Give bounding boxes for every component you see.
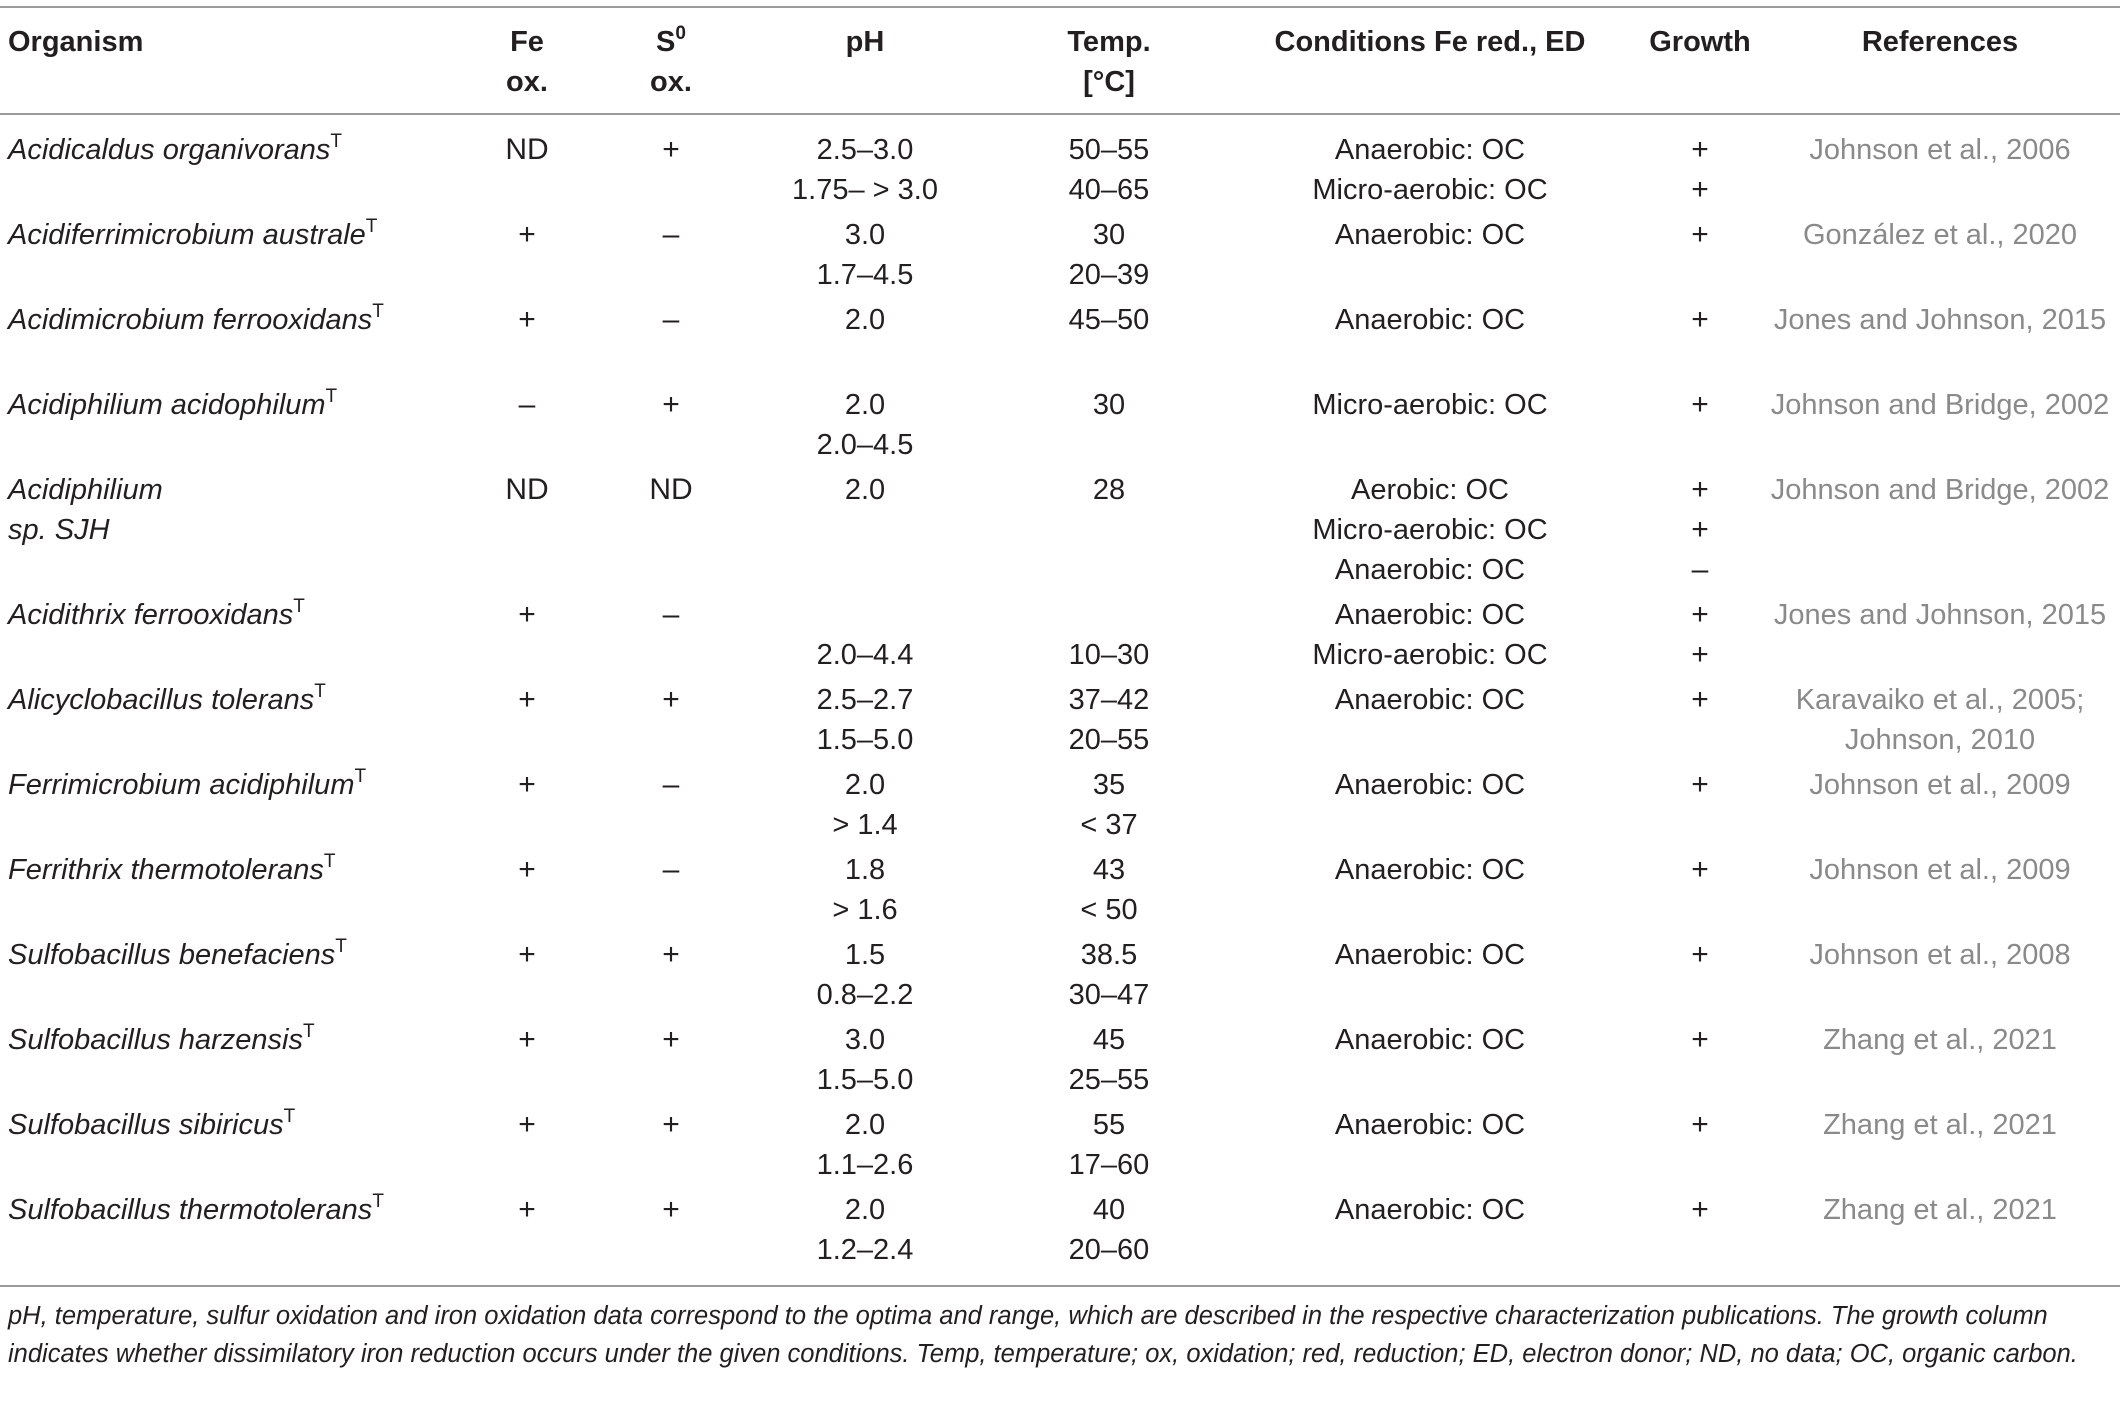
- cell-references: [1760, 130, 2120, 170]
- cell-organism: [8, 385, 478, 425]
- cell-growth-value: +: [1691, 598, 1709, 631]
- cell-growth: [1620, 300, 1780, 340]
- cell-s-ox-value: –: [662, 598, 680, 631]
- header-fe-ox-line2: ox.: [506, 66, 548, 98]
- cell-conditions: [1240, 130, 1620, 210]
- cell-conditions: [1240, 385, 1620, 425]
- cell-ph-value: 1.5: [844, 939, 886, 971]
- cell-references: [1760, 850, 2120, 890]
- cell-s-ox-value: –: [662, 303, 680, 336]
- organism-name: Sulfobacillus benefaciens$^T$: [8, 936, 347, 971]
- cell-s-ox-value: –: [662, 768, 680, 801]
- cell-temp-value: 38.5: [1080, 939, 1138, 971]
- organism-name: Sulfobacillus sibiricus$^T$: [8, 1106, 296, 1141]
- cell-growth-value: +: [1691, 133, 1709, 166]
- cell-temp: [1009, 1105, 1209, 1185]
- cell-fe-ox-value: –: [518, 388, 536, 421]
- header-s-ox: [611, 22, 731, 102]
- cell-growth: [1620, 595, 1780, 675]
- table-bottom-rule: [0, 1285, 2120, 1287]
- cell-references: [1760, 935, 2120, 975]
- header-growth: Growth: [1649, 26, 1751, 58]
- cell-ph: [745, 1105, 985, 1185]
- type-strain-mark: T: [372, 1191, 384, 1212]
- organism-name: Ferrithrix thermotolerans$^T$: [8, 851, 336, 886]
- cell-ph: [745, 385, 985, 465]
- cell-growth-value: +: [1691, 218, 1709, 251]
- cell-conditions: [1240, 680, 1620, 720]
- cell-conditions-value: Anaerobic: OC: [1334, 554, 1526, 586]
- cell-fe-ox: [467, 595, 587, 635]
- cell-fe-ox: [467, 765, 587, 805]
- cell-growth-value: +: [1691, 173, 1709, 206]
- cell-ph-value: 2.0: [844, 389, 886, 421]
- cell-references: [1760, 1190, 2120, 1230]
- cell-growth: [1620, 765, 1780, 805]
- cell-conditions-value: Aerobic: OC: [1351, 474, 1509, 506]
- organism-name: Acidiphilium acidophilum$^T$: [8, 386, 338, 421]
- cell-temp-value: 28: [1092, 474, 1126, 506]
- cell-temp-value: < 50: [1080, 894, 1138, 926]
- reference-text: Zhang et al., 2021: [1823, 1109, 2057, 1141]
- cell-ph: [745, 1190, 985, 1270]
- cell-temp-value: 45–50: [1068, 304, 1150, 336]
- cell-growth: [1620, 1020, 1780, 1060]
- cell-conditions: [1240, 1020, 1620, 1060]
- type-strain-mark: T: [365, 216, 378, 237]
- cell-references: [1760, 765, 2120, 805]
- cell-references: [1760, 1105, 2120, 1145]
- cell-ph-value: 2.0–4.5: [816, 429, 914, 461]
- cell-ph: [745, 850, 985, 930]
- cell-fe-ox: [467, 850, 587, 890]
- cell-references: [1760, 300, 2120, 340]
- header-temp-line2: [°C]: [1083, 66, 1135, 98]
- cell-ph-value: > 1.4: [832, 809, 898, 841]
- cell-ph-value: 2.0: [844, 769, 886, 801]
- cell-s-ox-value: +: [662, 1108, 680, 1141]
- cell-s-ox: [611, 1190, 731, 1230]
- cell-temp: [1009, 300, 1209, 340]
- cell-organism: [8, 765, 478, 805]
- cell-temp-value: 20–39: [1068, 259, 1150, 291]
- cell-growth: [1620, 850, 1780, 890]
- cell-ph-value: 1.7–4.5: [816, 259, 914, 291]
- cell-temp-value: 20–60: [1068, 1234, 1150, 1266]
- organism-name: Acidimicrobium ferrooxidans$^T$: [8, 301, 384, 336]
- cell-temp: [1009, 680, 1209, 760]
- cell-growth-value: +: [1691, 1023, 1709, 1056]
- cell-s-ox: [611, 1020, 731, 1060]
- cell-fe-ox-value: +: [518, 303, 536, 336]
- cell-temp-value: 37–42: [1068, 684, 1150, 716]
- cell-growth-value: +: [1691, 1108, 1709, 1141]
- cell-s-ox-value: +: [662, 388, 680, 421]
- cell-ph-value: 2.0–4.4: [816, 639, 914, 671]
- cell-organism: [8, 1190, 478, 1230]
- reference-text: Johnson and Bridge, 2002: [1770, 474, 2110, 506]
- cell-growth-value: +: [1691, 1193, 1709, 1226]
- organism-name: sp. SJH: [8, 514, 110, 546]
- cell-s-ox-value: ND: [649, 473, 693, 506]
- header-temp: [1009, 22, 1209, 102]
- cell-conditions: [1240, 850, 1620, 890]
- cell-temp-value: < 37: [1080, 809, 1138, 841]
- cell-growth-value: +: [1691, 303, 1709, 336]
- cell-temp-value: 30: [1092, 389, 1126, 421]
- cell-conditions-value: Anaerobic: OC: [1334, 939, 1526, 971]
- reference-text: Johnson and Bridge, 2002: [1770, 389, 2110, 421]
- organism-name: Acidiferrimicrobium australe$^T$: [8, 216, 378, 251]
- cell-ph-value: 1.5–5.0: [816, 724, 914, 756]
- cell-organism: [8, 470, 478, 550]
- cell-s-ox: [611, 300, 731, 340]
- header-ph: pH: [845, 26, 885, 58]
- cell-fe-ox: [467, 1105, 587, 1145]
- cell-growth-value: +: [1691, 768, 1709, 801]
- cell-growth-value: +: [1691, 938, 1709, 971]
- type-strain-mark: T: [314, 681, 326, 702]
- table-footnote: pH, temperature, sulfur oxidation and iron oxidation data correspond to the optima and range, which are described in the respective characterization publications. The growth column indicates whether dissimilatory iron reduction occurs under the given conditions. Temp, temperature; ox, oxidation; red, reduction; ED, electron donor; ND, no data; OC, organic carbon.: [8, 1302, 2078, 1368]
- cell-ph-value: 3.0: [844, 1024, 886, 1056]
- cell-conditions-value: Anaerobic: OC: [1334, 1109, 1526, 1141]
- type-strain-mark: T: [302, 1021, 315, 1042]
- header-s-ox-line2: ox.: [650, 66, 692, 98]
- cell-ph: [745, 595, 985, 675]
- type-strain-mark: T: [335, 936, 347, 957]
- cell-organism: [8, 1105, 478, 1145]
- cell-s-ox-value: +: [662, 938, 680, 971]
- cell-references: [1760, 385, 2120, 425]
- cell-temp-value: 43: [1092, 854, 1126, 886]
- reference-text: Johnson et al., 2009: [1809, 854, 2071, 886]
- cell-s-ox: [611, 215, 731, 255]
- cell-temp-value: [1009, 595, 1209, 635]
- cell-references: [1760, 470, 2120, 510]
- cell-organism: [8, 130, 478, 170]
- cell-organism: [8, 680, 478, 720]
- cell-growth-value: +: [1691, 638, 1709, 671]
- cell-organism: [8, 595, 478, 635]
- cell-temp: [1009, 215, 1209, 295]
- header-organism: Organism: [8, 26, 144, 58]
- cell-ph-value: 2.5–2.7: [816, 684, 914, 716]
- cell-fe-ox: [467, 935, 587, 975]
- cell-temp-value: 30: [1092, 219, 1126, 251]
- cell-ph-value: > 1.6: [832, 894, 898, 926]
- cell-conditions-value: Micro-aerobic: OC: [1312, 639, 1548, 671]
- cell-fe-ox-value: +: [518, 598, 536, 631]
- reference-text: Johnson, 2010: [1844, 724, 2036, 756]
- cell-temp: [1009, 935, 1209, 1015]
- cell-conditions-value: Anaerobic: OC: [1334, 854, 1526, 886]
- cell-temp: [1009, 595, 1209, 675]
- type-strain-mark: T: [323, 851, 336, 872]
- reference-text: Karavaiko et al., 2005;: [1795, 684, 2085, 716]
- cell-conditions: [1240, 1105, 1620, 1145]
- cell-fe-ox-value: +: [518, 683, 536, 716]
- cell-references: [1760, 215, 2120, 255]
- cell-conditions-value: Anaerobic: OC: [1334, 599, 1526, 631]
- cell-temp-value: 30–47: [1068, 979, 1150, 1011]
- header-s-ox-sup: 0: [675, 23, 686, 44]
- cell-organism: [8, 215, 478, 255]
- cell-conditions-value: Anaerobic: OC: [1334, 134, 1526, 166]
- reference-text: Zhang et al., 2021: [1823, 1024, 2057, 1056]
- cell-conditions-value: Anaerobic: OC: [1334, 304, 1526, 336]
- organism-name: Ferrimicrobium acidiphilum$^T$: [8, 766, 367, 801]
- cell-ph-value: 0.8–2.2: [816, 979, 914, 1011]
- cell-growth: [1620, 385, 1780, 425]
- cell-ph: [745, 935, 985, 1015]
- cell-ph-value: 2.0: [844, 1109, 886, 1141]
- header-rule: [0, 113, 2120, 115]
- type-strain-mark: T: [283, 1106, 296, 1127]
- cell-s-ox: [611, 765, 731, 805]
- cell-references: [1760, 680, 2120, 760]
- header-conditions: Conditions Fe red., ED: [1274, 26, 1586, 58]
- cell-fe-ox: [467, 130, 587, 170]
- cell-fe-ox-value: +: [518, 218, 536, 251]
- cell-growth: [1620, 215, 1780, 255]
- cell-temp: [1009, 130, 1209, 210]
- cell-conditions: [1240, 595, 1620, 675]
- cell-growth-value: +: [1691, 513, 1709, 546]
- cell-conditions-value: Micro-aerobic: OC: [1312, 174, 1548, 206]
- cell-ph-value: 3.0: [844, 219, 886, 251]
- cell-conditions-value: Anaerobic: OC: [1334, 769, 1526, 801]
- cell-fe-ox: [467, 1190, 587, 1230]
- cell-s-ox: [611, 680, 731, 720]
- cell-s-ox-value: +: [662, 133, 680, 166]
- cell-ph: [745, 1020, 985, 1100]
- cell-ph-value: 2.5–3.0: [816, 134, 914, 166]
- type-strain-mark: T: [372, 301, 384, 322]
- cell-conditions: [1240, 215, 1620, 255]
- cell-s-ox: [611, 935, 731, 975]
- cell-conditions-value: Micro-aerobic: OC: [1312, 514, 1548, 546]
- cell-organism: [8, 850, 478, 890]
- cell-ph-value: 1.2–2.4: [816, 1234, 914, 1266]
- cell-ph-value: [745, 595, 985, 635]
- cell-conditions: [1240, 935, 1620, 975]
- reference-text: Johnson et al., 2008: [1809, 939, 2071, 971]
- cell-fe-ox-value: +: [518, 768, 536, 801]
- cell-conditions-value: Anaerobic: OC: [1334, 684, 1526, 716]
- cell-temp-value: 20–55: [1068, 724, 1150, 756]
- organism-name: Acidicaldus organivorans$^T$: [8, 131, 343, 166]
- cell-fe-ox: [467, 300, 587, 340]
- cell-growth-value: +: [1691, 473, 1709, 506]
- cell-growth-value: +: [1691, 388, 1709, 421]
- cell-conditions-value: Anaerobic: OC: [1334, 219, 1526, 251]
- cell-temp: [1009, 1190, 1209, 1270]
- cell-fe-ox: [467, 1020, 587, 1060]
- cell-temp: [1009, 850, 1209, 930]
- cell-conditions: [1240, 1190, 1620, 1230]
- reference-text: Johnson et al., 2006: [1809, 134, 2071, 166]
- cell-ph: [745, 300, 985, 340]
- reference-text: Johnson et al., 2009: [1809, 769, 2071, 801]
- cell-s-ox: [611, 595, 731, 635]
- cell-temp: [1009, 1020, 1209, 1100]
- cell-temp-value: 45: [1092, 1024, 1126, 1056]
- type-strain-mark: T: [293, 596, 305, 617]
- cell-ph-value: 2.0: [844, 304, 886, 336]
- cell-fe-ox: [467, 680, 587, 720]
- cell-ph: [745, 470, 985, 510]
- cell-temp-value: 40: [1092, 1194, 1126, 1226]
- cell-temp: [1009, 470, 1209, 510]
- cell-growth: [1620, 1105, 1780, 1145]
- table-top-rule: [0, 6, 2120, 8]
- cell-s-ox: [611, 385, 731, 425]
- reference-text: Jones and Johnson, 2015: [1773, 304, 2107, 336]
- cell-organism: [8, 935, 478, 975]
- type-strain-mark: T: [354, 766, 367, 787]
- cell-fe-ox-value: +: [518, 1108, 536, 1141]
- cell-growth: [1620, 1190, 1780, 1230]
- cell-organism: [8, 1020, 478, 1060]
- cell-fe-ox-value: +: [518, 938, 536, 971]
- cell-s-ox-value: +: [662, 1193, 680, 1226]
- cell-conditions-value: Anaerobic: OC: [1334, 1194, 1526, 1226]
- cell-s-ox: [611, 850, 731, 890]
- cell-growth: [1620, 130, 1780, 210]
- cell-temp-value: 40–65: [1068, 174, 1150, 206]
- type-strain-mark: T: [330, 131, 343, 152]
- cell-conditions: [1240, 470, 1620, 590]
- cell-ph-value: 1.1–2.6: [816, 1149, 914, 1181]
- reference-text: Jones and Johnson, 2015: [1773, 599, 2107, 631]
- header-references: References: [1861, 26, 2019, 58]
- cell-s-ox-value: –: [662, 853, 680, 886]
- cell-temp-value: 25–55: [1068, 1064, 1150, 1096]
- cell-fe-ox-value: +: [518, 1023, 536, 1056]
- cell-fe-ox-value: ND: [505, 133, 549, 166]
- cell-ph-value: 1.75– > 3.0: [792, 174, 938, 206]
- cell-s-ox-value: –: [662, 218, 680, 251]
- cell-temp-value: 35: [1092, 769, 1126, 801]
- cell-temp-value: 55: [1092, 1109, 1126, 1141]
- type-strain-mark: T: [325, 386, 338, 407]
- cell-ph-value: 1.8: [844, 854, 886, 886]
- cell-ph-value: 2.0: [844, 474, 886, 506]
- cell-organism: [8, 300, 478, 340]
- cell-growth-value: –: [1691, 553, 1709, 586]
- cell-s-ox-value: +: [662, 1023, 680, 1056]
- header-s-ox-base: S: [656, 26, 676, 58]
- cell-ph: [745, 215, 985, 295]
- cell-conditions: [1240, 300, 1620, 340]
- cell-growth-value: +: [1691, 683, 1709, 716]
- cell-fe-ox-value: +: [518, 1193, 536, 1226]
- cell-ph-value: 2.0: [844, 1194, 886, 1226]
- cell-s-ox-value: +: [662, 683, 680, 716]
- cell-ph: [745, 680, 985, 760]
- organism-name: Alicyclobacillus tolerans$^T$: [8, 681, 326, 716]
- header-fe-ox-line1: Fe: [510, 26, 544, 58]
- cell-conditions-value: Micro-aerobic: OC: [1312, 389, 1548, 421]
- organism-name: Sulfobacillus harzensis$^T$: [8, 1021, 315, 1056]
- cell-fe-ox: [467, 385, 587, 425]
- cell-temp: [1009, 765, 1209, 845]
- cell-conditions-value: Anaerobic: OC: [1334, 1024, 1526, 1056]
- organism-name: Sulfobacillus thermotolerans$^T$: [8, 1191, 384, 1226]
- cell-temp-value: 17–60: [1068, 1149, 1150, 1181]
- cell-ph: [745, 765, 985, 845]
- cell-growth: [1620, 470, 1780, 590]
- cell-ph: [745, 130, 985, 210]
- cell-s-ox: [611, 1105, 731, 1145]
- cell-temp-value: 50–55: [1068, 134, 1150, 166]
- cell-growth: [1620, 680, 1780, 720]
- cell-temp-value: 10–30: [1068, 639, 1150, 671]
- cell-references: [1760, 595, 2120, 635]
- reference-text: Zhang et al., 2021: [1823, 1194, 2057, 1226]
- header-temp-line1: Temp.: [1067, 26, 1151, 58]
- reference-text: González et al., 2020: [1802, 219, 2078, 251]
- cell-references: [1760, 1020, 2120, 1060]
- cell-fe-ox: [467, 215, 587, 255]
- cell-growth-value: +: [1691, 853, 1709, 886]
- cell-fe-ox-value: ND: [505, 473, 549, 506]
- cell-growth: [1620, 935, 1780, 975]
- cell-conditions: [1240, 765, 1620, 805]
- cell-ph-value: 1.5–5.0: [816, 1064, 914, 1096]
- cell-temp: [1009, 385, 1209, 425]
- cell-fe-ox-value: +: [518, 853, 536, 886]
- header-fe-ox: [467, 22, 587, 102]
- organism-name: Acidithrix ferrooxidans$^T$: [8, 596, 305, 631]
- cell-s-ox: [611, 130, 731, 170]
- cell-s-ox: [611, 470, 731, 510]
- organism-name: Acidiphilium: [8, 474, 163, 506]
- cell-fe-ox: [467, 470, 587, 510]
